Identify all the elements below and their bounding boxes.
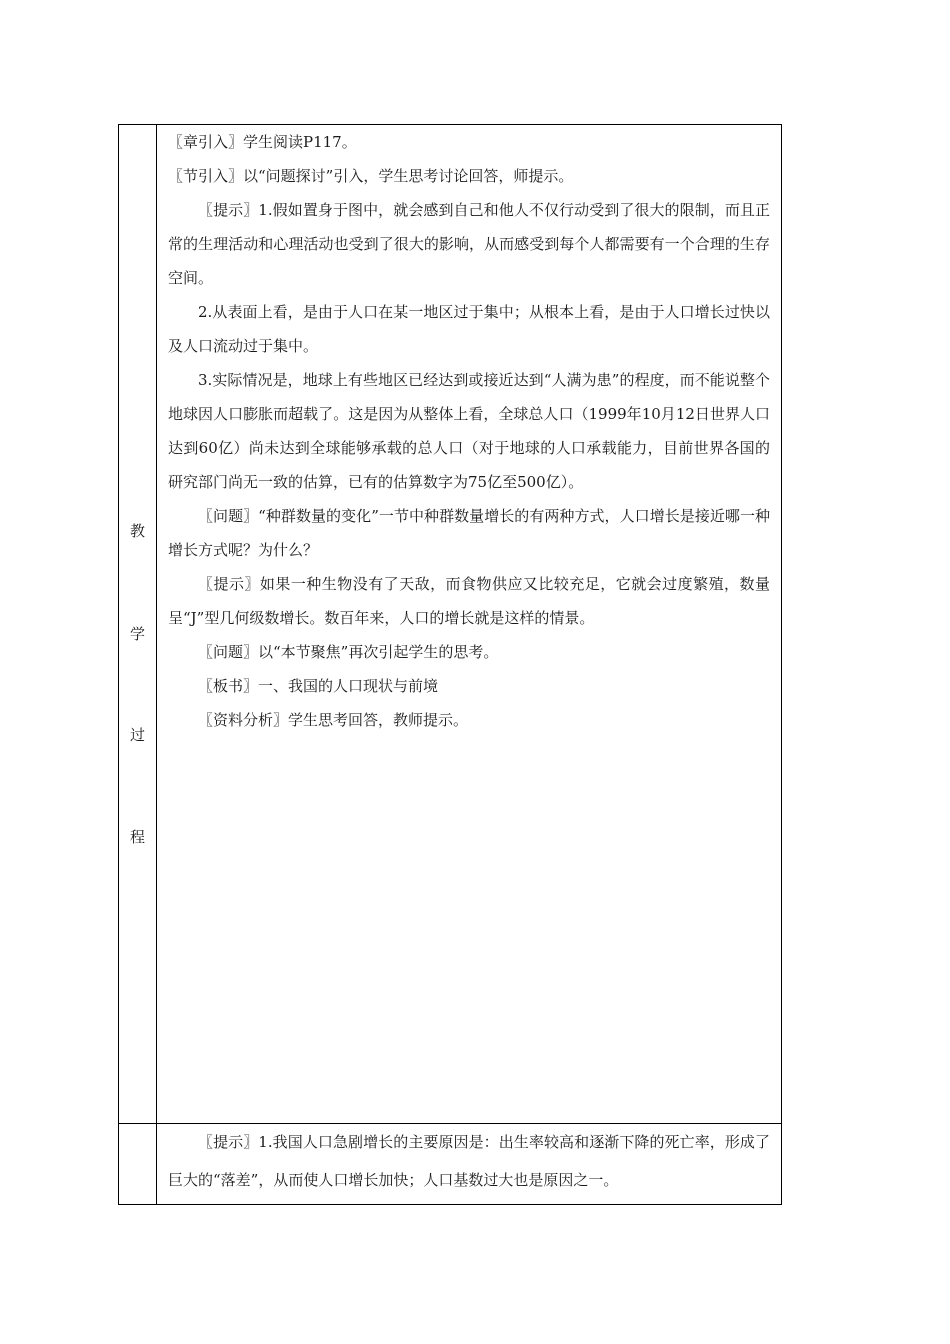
side-label-char-2: 学	[129, 625, 145, 643]
chapter-intro: 〖章引入〗学生阅读P117。	[168, 133, 357, 151]
hint-paragraph-1: 〖提示〗1.假如置身于图中，就会感到自己和他人不仅行动受到了很大的限制，而且正常的生理活动和心理活动也受到了很大的影响，从而感受到每个人都需要有一个合理的生存空间。	[168, 201, 770, 287]
section-intro: 〖节引入〗以“问题探讨”引入，学生思考讨论回答，师提示。	[168, 167, 574, 185]
hint-paragraph-2: 2.从表面上看，是由于人口在某一地区过于集中；从根本上看，是由于人口增长过快以及人口流动过于集中。	[168, 303, 770, 355]
teaching-process-content	[168, 125, 770, 737]
question-paragraph-2: 〖问题〗以“本节聚焦”再次引起学生的思考。	[198, 643, 499, 661]
question-paragraph: 〖问题〗“种群数量的变化”一节中种群数量增长的有两种方式，人口增长是接近哪一种增长方式呢？为什么？	[168, 507, 770, 559]
side-label-char-4: 程	[129, 828, 145, 846]
second-row-content	[168, 1123, 770, 1199]
hint-paragraph-4: 〖提示〗如果一种生物没有了天敌，而食物供应又比较充足，它就会过度繁殖，数量呈“J”型几何级数增长。数百年来，人口的增长就是这样的情景。	[168, 575, 770, 627]
hint-paragraph-3: 3.实际情况是，地球上有些地区已经达到或接近达到“人满为患”的程度，而不能说整个地球因人口膨胀而超载了。这是因为从整体上看，全球总人口（1999年10月12日世界人口达到60亿）尚未达到全球能够承载的总人口（对于地球的人口承载能力，目前世界各国的研究部门尚无一致的估算，已有的估算数字为75亿至500亿）。	[168, 371, 770, 491]
hint-paragraph-5: 〖提示〗1.我国人口急剧增长的主要原因是：出生率较高和逐渐下降的死亡率，形成了巨大的“落差”，从而使人口增长加快；人口基数过大也是原因之一。	[168, 1133, 770, 1189]
material-analysis: 〖资料分析〗学生思考回答，教师提示。	[198, 711, 469, 729]
side-label-char-3: 过	[129, 726, 145, 744]
lesson-table	[118, 124, 782, 1205]
column-divider	[156, 125, 157, 1204]
board-writing: 〖板书〗一、我国的人口现状与前境	[198, 677, 439, 695]
side-label-char-1: 教	[129, 522, 145, 540]
